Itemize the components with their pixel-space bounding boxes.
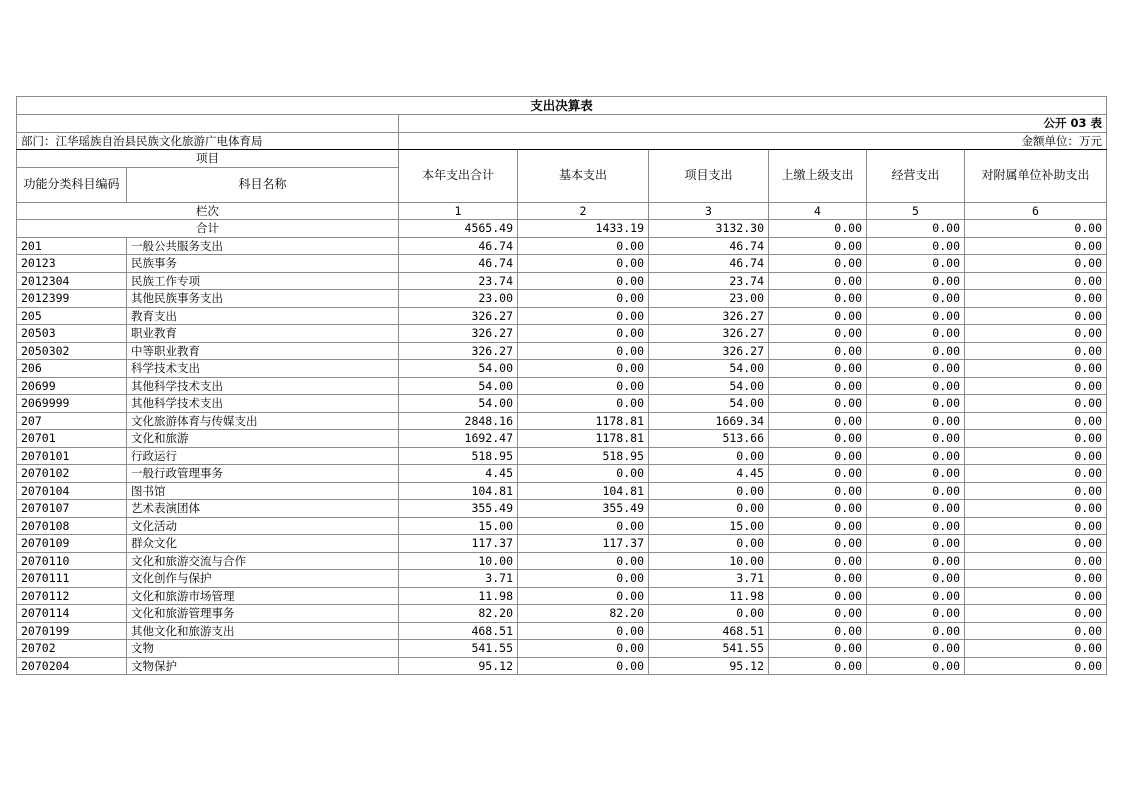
- table-row: [17, 587, 1107, 605]
- total-value: 4565.49: [399, 220, 518, 238]
- amount-cell: 0.00: [867, 587, 965, 605]
- table-row: [17, 640, 1107, 658]
- subject-name: 文物: [127, 640, 399, 658]
- amount-cell: 0.00: [769, 255, 867, 273]
- amount-cell: 54.00: [649, 377, 769, 395]
- total-value: 0.00: [965, 220, 1107, 238]
- amount-cell: 0.00: [965, 535, 1107, 553]
- amount-cell: 0.00: [965, 307, 1107, 325]
- amount-cell: 0.00: [965, 342, 1107, 360]
- amount-cell: 0.00: [867, 482, 965, 500]
- amount-cell: 0.00: [867, 412, 965, 430]
- amount-cell: 0.00: [518, 657, 649, 675]
- amount-cell: 10.00: [399, 552, 518, 570]
- table-row: [17, 447, 1107, 465]
- amount-cell: 0.00: [867, 447, 965, 465]
- amount-cell: 0.00: [867, 272, 965, 290]
- amount-cell: 117.37: [518, 535, 649, 553]
- table-row: [17, 465, 1107, 483]
- amount-cell: 23.00: [399, 290, 518, 308]
- expenditure-table: [16, 96, 1107, 675]
- subject-code: 2070108: [17, 517, 127, 535]
- amount-cell: 326.27: [399, 325, 518, 343]
- amount-cell: 15.00: [649, 517, 769, 535]
- total-value: 0.00: [867, 220, 965, 238]
- amount-cell: 0.00: [518, 272, 649, 290]
- amount-cell: 4.45: [399, 465, 518, 483]
- column-index-3: 3: [649, 202, 769, 220]
- subject-code: 2070112: [17, 587, 127, 605]
- amount-cell: 0.00: [518, 517, 649, 535]
- amount-cell: 326.27: [649, 325, 769, 343]
- amount-cell: 0.00: [867, 360, 965, 378]
- table-row: [17, 325, 1107, 343]
- subject-name: 文化和旅游交流与合作: [127, 552, 399, 570]
- table-row: [17, 605, 1107, 623]
- amount-cell: 468.51: [399, 622, 518, 640]
- amount-cell: 0.00: [769, 535, 867, 553]
- amount-cell: 3.71: [399, 570, 518, 588]
- amount-cell: 1692.47: [399, 430, 518, 448]
- table-row: [17, 552, 1107, 570]
- subject-code: 2070107: [17, 500, 127, 518]
- subject-code: 2070199: [17, 622, 127, 640]
- subject-name: 行政运行: [127, 447, 399, 465]
- amount-cell: 0.00: [965, 237, 1107, 255]
- header-name: 科目名称: [127, 167, 399, 202]
- amount-cell: 0.00: [769, 307, 867, 325]
- table-row: [17, 482, 1107, 500]
- subject-code: 2012399: [17, 290, 127, 308]
- subject-name: 职业教育: [127, 325, 399, 343]
- amount-cell: 0.00: [649, 535, 769, 553]
- amount-cell: 1178.81: [518, 430, 649, 448]
- column-index-label: 栏次: [17, 202, 399, 220]
- amount-cell: 0.00: [769, 412, 867, 430]
- amount-cell: 0.00: [769, 237, 867, 255]
- subject-name: 中等职业教育: [127, 342, 399, 360]
- amount-cell: 0.00: [769, 640, 867, 658]
- amount-cell: 0.00: [867, 255, 965, 273]
- header-item: 项目: [17, 150, 399, 168]
- amount-cell: 0.00: [518, 325, 649, 343]
- amount-cell: 0.00: [965, 552, 1107, 570]
- amount-cell: 46.74: [399, 237, 518, 255]
- amount-cell: 0.00: [867, 622, 965, 640]
- amount-cell: 54.00: [649, 395, 769, 413]
- amount-cell: 0.00: [965, 290, 1107, 308]
- table-row: [17, 412, 1107, 430]
- amount-cell: 0.00: [518, 570, 649, 588]
- amount-cell: 104.81: [518, 482, 649, 500]
- header-code: 功能分类科目编码: [17, 167, 127, 202]
- subject-name: 民族事务: [127, 255, 399, 273]
- amount-cell: 104.81: [399, 482, 518, 500]
- amount-cell: 0.00: [769, 395, 867, 413]
- amount-cell: 0.00: [867, 290, 965, 308]
- total-label: 合计: [17, 220, 399, 238]
- subject-name: 文化创作与保护: [127, 570, 399, 588]
- subject-code: 2069999: [17, 395, 127, 413]
- subject-code: 2070110: [17, 552, 127, 570]
- subject-code: 2070109: [17, 535, 127, 553]
- column-index-4: 4: [769, 202, 867, 220]
- column-index-6: 6: [965, 202, 1107, 220]
- amount-cell: 518.95: [518, 447, 649, 465]
- amount-cell: 0.00: [867, 500, 965, 518]
- amount-cell: 0.00: [769, 290, 867, 308]
- amount-cell: 0.00: [649, 605, 769, 623]
- amount-cell: 0.00: [769, 325, 867, 343]
- department-label: 部门：江华瑶族自治县民族文化旅游广电体育局: [17, 132, 399, 150]
- amount-cell: 46.74: [649, 255, 769, 273]
- amount-cell: 326.27: [399, 342, 518, 360]
- amount-cell: 0.00: [518, 552, 649, 570]
- amount-cell: 355.49: [399, 500, 518, 518]
- amount-cell: 95.12: [399, 657, 518, 675]
- amount-cell: 0.00: [965, 325, 1107, 343]
- column-index-2: 2: [518, 202, 649, 220]
- amount-cell: 0.00: [518, 237, 649, 255]
- amount-cell: 1669.34: [649, 412, 769, 430]
- amount-cell: 0.00: [518, 377, 649, 395]
- amount-cell: 11.98: [649, 587, 769, 605]
- header-project: 项目支出: [649, 150, 769, 203]
- table-title: 支出决算表: [17, 97, 1107, 115]
- amount-cell: 0.00: [867, 552, 965, 570]
- amount-cell: 0.00: [867, 605, 965, 623]
- amount-cell: 0.00: [769, 272, 867, 290]
- amount-cell: 0.00: [769, 587, 867, 605]
- column-index-5: 5: [867, 202, 965, 220]
- table-row: [17, 430, 1107, 448]
- amount-cell: 0.00: [965, 255, 1107, 273]
- amount-cell: 326.27: [649, 307, 769, 325]
- subject-code: 2070104: [17, 482, 127, 500]
- subject-code: 2070101: [17, 447, 127, 465]
- subject-code: 206: [17, 360, 127, 378]
- form-number: 公开 03 表: [399, 115, 1107, 133]
- table-row: [17, 517, 1107, 535]
- subject-code: 20701: [17, 430, 127, 448]
- amount-cell: 3.71: [649, 570, 769, 588]
- amount-cell: 0.00: [965, 570, 1107, 588]
- amount-cell: 0.00: [965, 465, 1107, 483]
- amount-cell: 0.00: [965, 482, 1107, 500]
- amount-cell: 0.00: [769, 657, 867, 675]
- subject-name: 文物保护: [127, 657, 399, 675]
- amount-cell: 0.00: [965, 430, 1107, 448]
- amount-cell: 541.55: [399, 640, 518, 658]
- amount-cell: 54.00: [399, 360, 518, 378]
- amount-cell: 0.00: [769, 622, 867, 640]
- amount-cell: 46.74: [649, 237, 769, 255]
- amount-cell: 0.00: [965, 447, 1107, 465]
- table-row: [17, 255, 1107, 273]
- amount-cell: 46.74: [399, 255, 518, 273]
- subject-name: 一般行政管理事务: [127, 465, 399, 483]
- amount-cell: 23.74: [399, 272, 518, 290]
- amount-cell: 0.00: [867, 517, 965, 535]
- amount-cell: 0.00: [769, 482, 867, 500]
- amount-cell: 54.00: [649, 360, 769, 378]
- table-row: [17, 500, 1107, 518]
- amount-cell: 10.00: [649, 552, 769, 570]
- amount-cell: 0.00: [965, 377, 1107, 395]
- amount-cell: 0.00: [769, 552, 867, 570]
- subject-code: 205: [17, 307, 127, 325]
- amount-cell: 0.00: [867, 377, 965, 395]
- table-row: [17, 657, 1107, 675]
- amount-cell: 0.00: [867, 307, 965, 325]
- amount-cell: 0.00: [769, 605, 867, 623]
- amount-cell: 513.66: [649, 430, 769, 448]
- amount-cell: 0.00: [518, 622, 649, 640]
- table-row: [17, 570, 1107, 588]
- header-business: 经营支出: [867, 150, 965, 203]
- amount-cell: 326.27: [649, 342, 769, 360]
- amount-cell: 2848.16: [399, 412, 518, 430]
- amount-cell: 0.00: [518, 587, 649, 605]
- amount-cell: 0.00: [518, 465, 649, 483]
- subject-name: 文化和旅游: [127, 430, 399, 448]
- amount-cell: 0.00: [867, 640, 965, 658]
- amount-cell: 0.00: [867, 237, 965, 255]
- amount-cell: 0.00: [867, 465, 965, 483]
- amount-cell: 0.00: [518, 360, 649, 378]
- amount-cell: 0.00: [518, 255, 649, 273]
- subject-name: 图书馆: [127, 482, 399, 500]
- amount-cell: 117.37: [399, 535, 518, 553]
- amount-cell: 0.00: [769, 517, 867, 535]
- subject-code: 20503: [17, 325, 127, 343]
- subject-code: 2070114: [17, 605, 127, 623]
- table-row: [17, 377, 1107, 395]
- amount-cell: 0.00: [518, 395, 649, 413]
- table-row: [17, 237, 1107, 255]
- amount-cell: 54.00: [399, 395, 518, 413]
- subject-name: 其他文化和旅游支出: [127, 622, 399, 640]
- amount-cell: 82.20: [518, 605, 649, 623]
- subject-code: 20123: [17, 255, 127, 273]
- subject-name: 民族工作专项: [127, 272, 399, 290]
- amount-cell: 326.27: [399, 307, 518, 325]
- amount-cell: 0.00: [965, 640, 1107, 658]
- subject-name: 文化和旅游管理事务: [127, 605, 399, 623]
- subject-code: 2070111: [17, 570, 127, 588]
- subject-code: 2070102: [17, 465, 127, 483]
- subject-code: 20699: [17, 377, 127, 395]
- amount-cell: 0.00: [769, 447, 867, 465]
- amount-cell: 95.12: [649, 657, 769, 675]
- table-row: [17, 395, 1107, 413]
- amount-cell: 0.00: [867, 342, 965, 360]
- amount-cell: 0.00: [769, 465, 867, 483]
- amount-cell: 1178.81: [518, 412, 649, 430]
- subject-code: 2070204: [17, 657, 127, 675]
- total-value: 0.00: [769, 220, 867, 238]
- amount-cell: 0.00: [965, 395, 1107, 413]
- amount-cell: 0.00: [649, 482, 769, 500]
- subject-code: 2012304: [17, 272, 127, 290]
- table-row: [17, 622, 1107, 640]
- amount-cell: 0.00: [518, 342, 649, 360]
- amount-cell: 518.95: [399, 447, 518, 465]
- amount-cell: 0.00: [965, 412, 1107, 430]
- amount-cell: 4.45: [649, 465, 769, 483]
- amount-cell: 82.20: [399, 605, 518, 623]
- total-value: 1433.19: [518, 220, 649, 238]
- subject-name: 一般公共服务支出: [127, 237, 399, 255]
- header-subsidiary: 对附属单位补助支出: [965, 150, 1107, 203]
- amount-cell: 11.98: [399, 587, 518, 605]
- amount-cell: 0.00: [518, 640, 649, 658]
- table-row: [17, 272, 1107, 290]
- table-row: [17, 290, 1107, 308]
- subject-name: 群众文化: [127, 535, 399, 553]
- amount-cell: 0.00: [965, 360, 1107, 378]
- amount-cell: 23.00: [649, 290, 769, 308]
- subject-name: 艺术表演团体: [127, 500, 399, 518]
- table-row: [17, 360, 1107, 378]
- amount-cell: 0.00: [965, 517, 1107, 535]
- blank-cell: [17, 115, 399, 133]
- amount-cell: 0.00: [649, 500, 769, 518]
- amount-cell: 468.51: [649, 622, 769, 640]
- amount-cell: 0.00: [769, 500, 867, 518]
- amount-cell: 355.49: [518, 500, 649, 518]
- header-basic: 基本支出: [518, 150, 649, 203]
- subject-name: 文化和旅游市场管理: [127, 587, 399, 605]
- amount-cell: 0.00: [965, 272, 1107, 290]
- unit-label: 金额单位：万元: [399, 132, 1107, 150]
- amount-cell: 15.00: [399, 517, 518, 535]
- subject-name: 文化活动: [127, 517, 399, 535]
- subject-code: 207: [17, 412, 127, 430]
- subject-code: 20702: [17, 640, 127, 658]
- column-index-1: 1: [399, 202, 518, 220]
- subject-name: 教育支出: [127, 307, 399, 325]
- amount-cell: 0.00: [649, 447, 769, 465]
- total-value: 3132.30: [649, 220, 769, 238]
- amount-cell: 0.00: [867, 430, 965, 448]
- subject-code: 2050302: [17, 342, 127, 360]
- expenditure-report-sheet: [16, 96, 1106, 675]
- amount-cell: 0.00: [867, 570, 965, 588]
- subject-name: 文化旅游体育与传媒支出: [127, 412, 399, 430]
- table-row: [17, 342, 1107, 360]
- amount-cell: 0.00: [769, 377, 867, 395]
- subject-name: 其他民族事务支出: [127, 290, 399, 308]
- amount-cell: 0.00: [965, 587, 1107, 605]
- amount-cell: 0.00: [518, 307, 649, 325]
- amount-cell: 0.00: [769, 430, 867, 448]
- amount-cell: 0.00: [867, 395, 965, 413]
- amount-cell: 0.00: [867, 657, 965, 675]
- amount-cell: 0.00: [965, 500, 1107, 518]
- amount-cell: 0.00: [965, 605, 1107, 623]
- amount-cell: 0.00: [867, 535, 965, 553]
- table-row: [17, 535, 1107, 553]
- header-upper: 上缴上级支出: [769, 150, 867, 203]
- amount-cell: 0.00: [769, 570, 867, 588]
- subject-name: 其他科学技术支出: [127, 377, 399, 395]
- header-total: 本年支出合计: [399, 150, 518, 203]
- subject-code: 201: [17, 237, 127, 255]
- amount-cell: 0.00: [965, 622, 1107, 640]
- amount-cell: 0.00: [518, 290, 649, 308]
- amount-cell: 0.00: [867, 325, 965, 343]
- subject-name: 科学技术支出: [127, 360, 399, 378]
- table-row: [17, 307, 1107, 325]
- amount-cell: 54.00: [399, 377, 518, 395]
- amount-cell: 0.00: [769, 342, 867, 360]
- amount-cell: 0.00: [769, 360, 867, 378]
- subject-name: 其他科学技术支出: [127, 395, 399, 413]
- amount-cell: 0.00: [965, 657, 1107, 675]
- amount-cell: 541.55: [649, 640, 769, 658]
- amount-cell: 23.74: [649, 272, 769, 290]
